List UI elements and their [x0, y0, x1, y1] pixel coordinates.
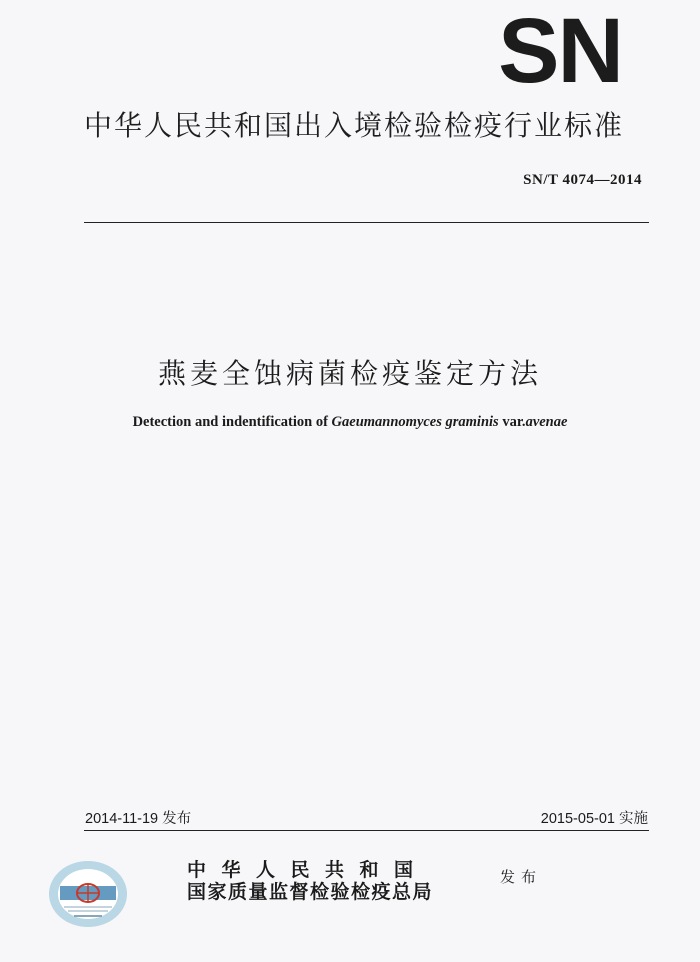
implementation-date: 2015-05-01 实施: [540, 811, 648, 827]
sn-logo: [470, 12, 650, 92]
anti-counterfeit-seal: [48, 860, 128, 928]
title-en-variety: avenae: [525, 414, 568, 430]
standard-number: SN/T 4074—2014: [523, 172, 642, 188]
title-en-var: var.: [498, 414, 526, 430]
title-en-prefix: Detection and indentification of: [132, 414, 332, 430]
header-divider: [84, 222, 649, 223]
issuing-sector-title: 中华人民共和国出入境检验检疫行业标准: [84, 109, 625, 142]
document-title-chinese: 燕麦全蚀病菌检疫鉴定方法: [157, 357, 542, 390]
issuer-agency: 国家质量监督检验检疫总局: [187, 881, 434, 903]
issue-date: 2014-11-19 发布: [85, 811, 192, 827]
issuer-country: 中华人民共和国: [187, 859, 429, 881]
publish-label: 发布: [500, 868, 543, 886]
document-title-english: [0, 414, 700, 431]
title-en-species: Gaeumannomyces graminis: [331, 414, 499, 430]
footer-divider: [84, 830, 649, 831]
sn-logo-text: SN: [498, 12, 622, 92]
